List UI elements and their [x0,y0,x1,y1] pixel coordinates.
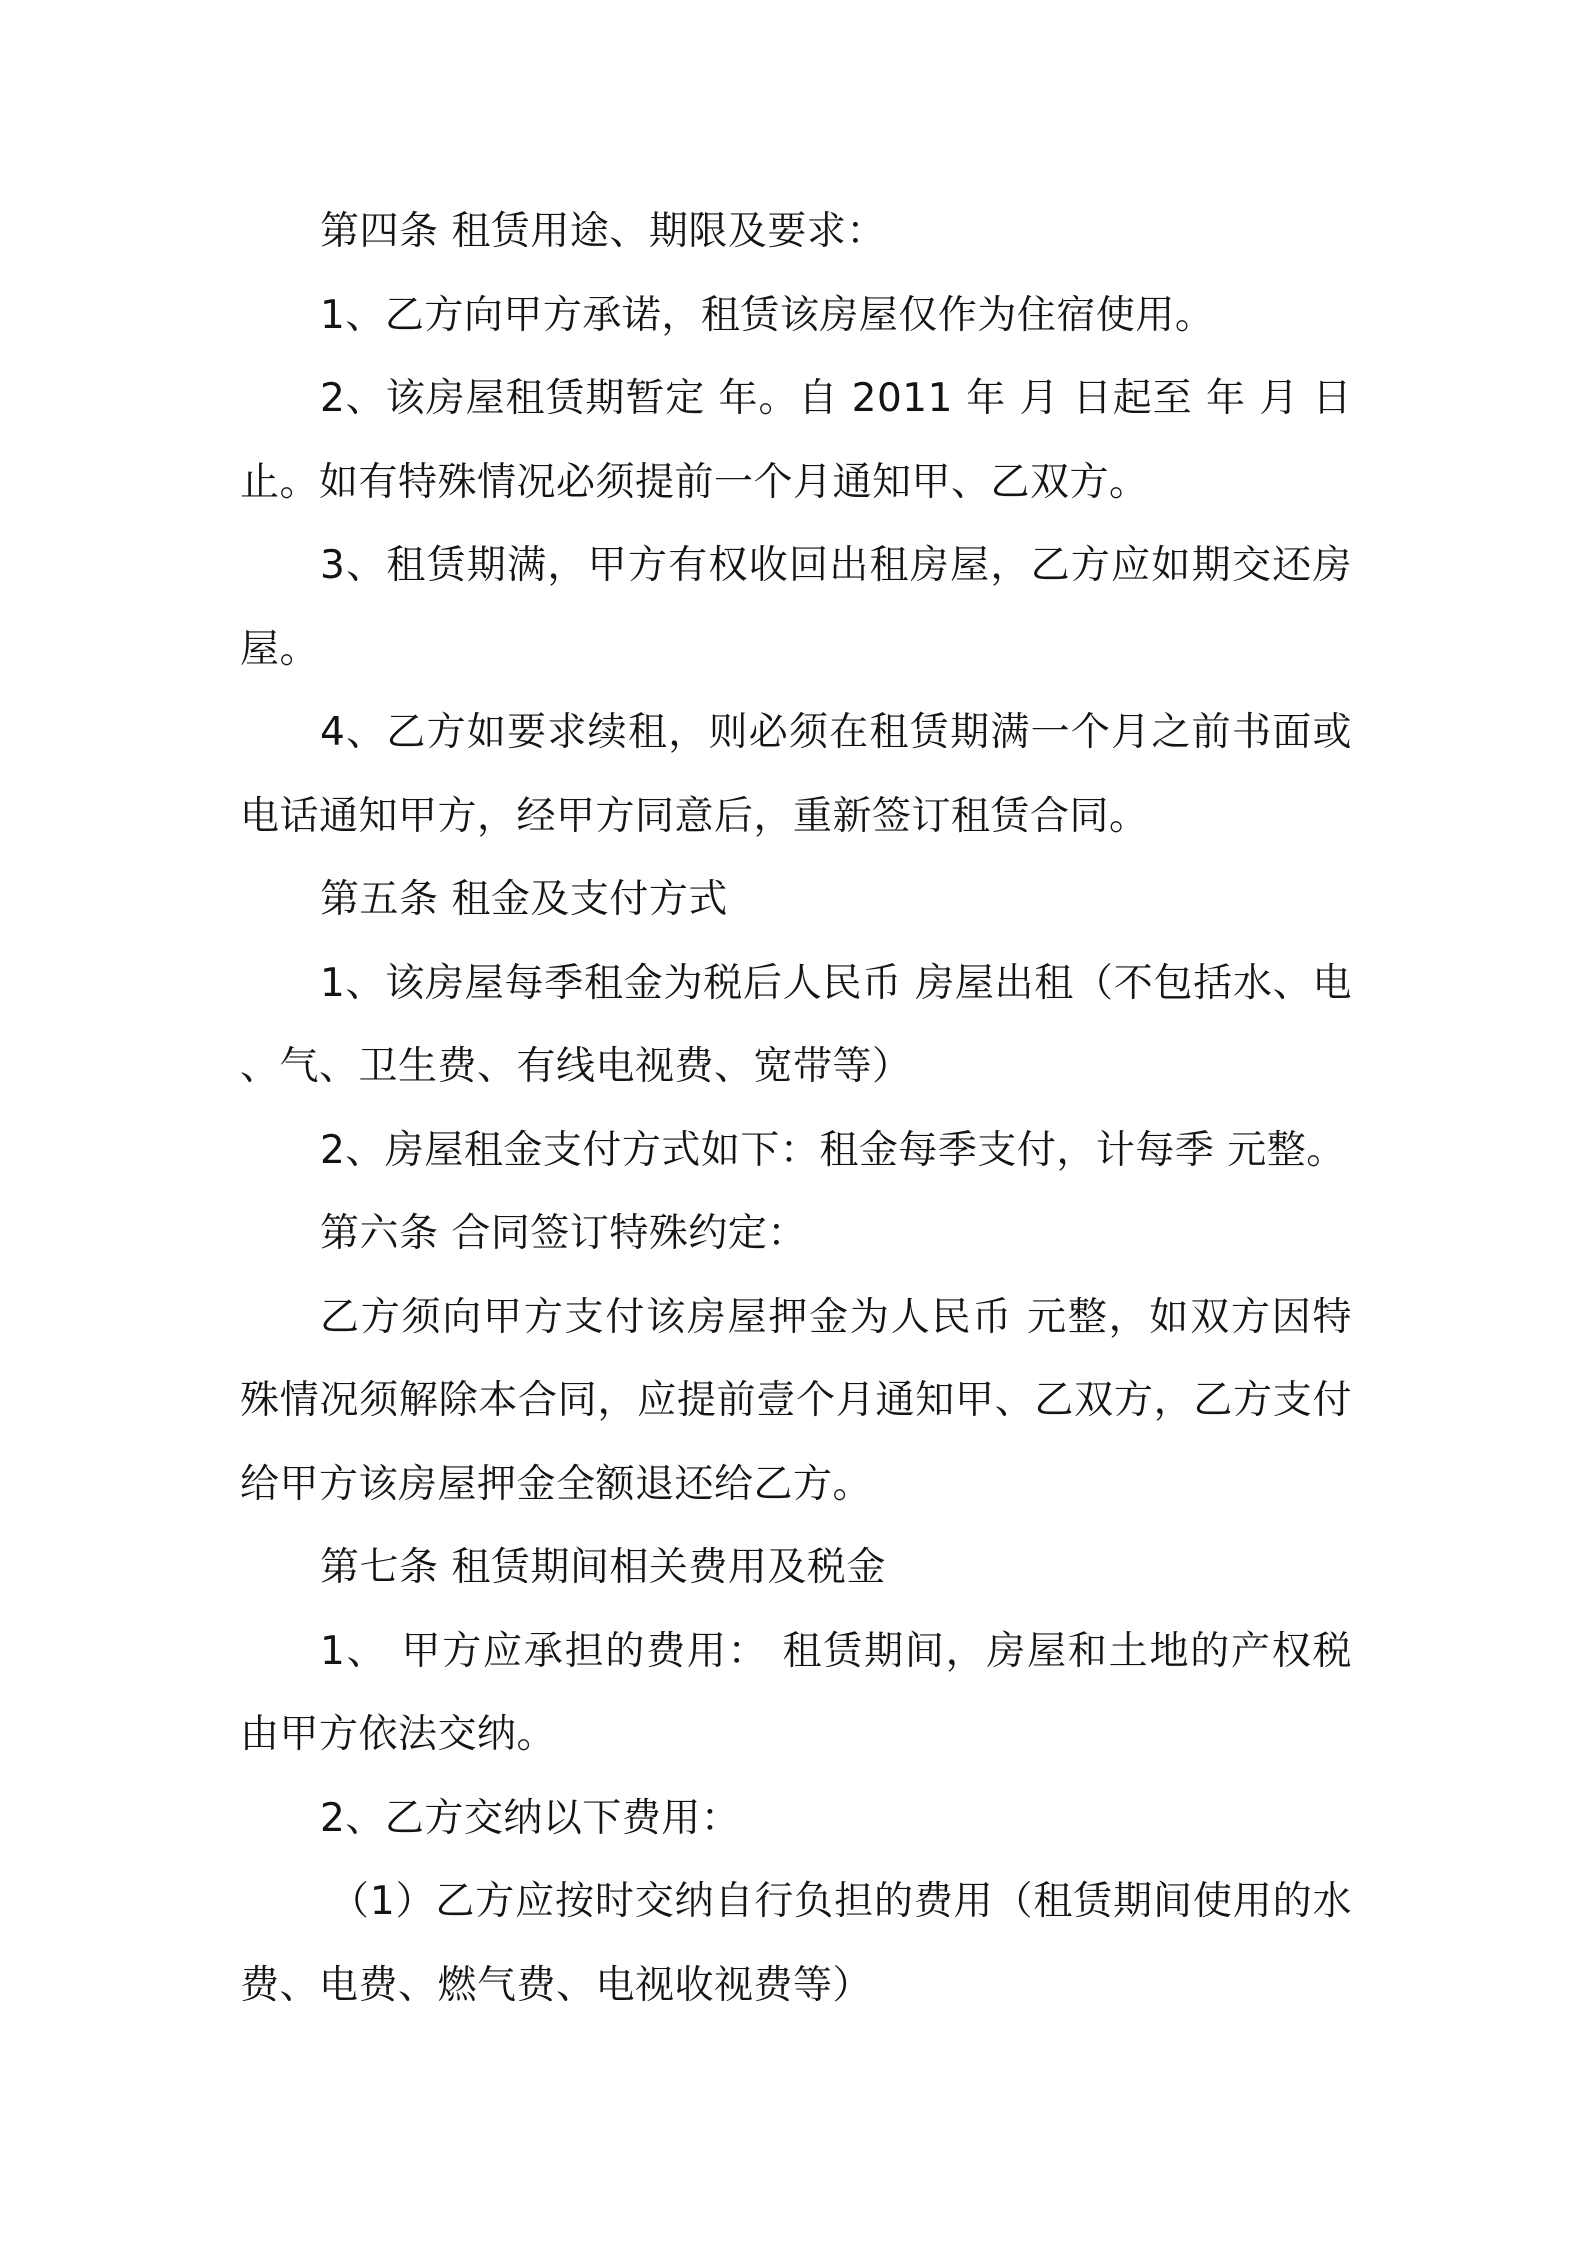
article-7-clause-2: 2、乙方交纳以下费用： [320,1795,741,1841]
article-4-clause-2: 2、该房屋租赁期暂定 年。自 2011 年 月 日起至 年 月 日止。如有特殊情况必须提前一个月通知甲、乙双方。 [240,376,1352,505]
article-6-body: 乙方须向甲方支付该房屋押金为人民币 元整，如双方因特殊情况须解除本合同，应提前壹个月通知甲、乙双方，乙方支付给甲方该房屋押金全额退还给乙方。 [240,1294,1352,1507]
article-6-heading: 第六条 合同签订特殊约定： [320,1211,807,1256]
article-7-heading: 第七条 租赁期间相关费用及税金 [320,1545,886,1590]
article-5-heading: 第五条 租金及支付方式 [320,877,728,922]
document-body [240,190,1352,2027]
article-4-clause-3: 3、租赁期满，甲方有权收回出租房屋，乙方应如期交还房屋。 [240,543,1352,672]
article-4-clause-4: 4、乙方如要求续租，则必须在租赁期满一个月之前书面或电话通知甲方，经甲方同意后，重新签订租赁合同。 [240,710,1352,839]
article-4-clause-1: 1、乙方向甲方承诺，租赁该房屋仅作为住宿使用。 [320,292,1215,338]
article-7-clause-1: 1、 甲方应承担的费用： 租赁期间，房屋和土地的产权税由甲方依法交纳。 [240,1628,1352,1757]
article-5-clause-2: 2、房屋租金支付方式如下：租金每季支付，计每季 元整。 [320,1127,1346,1173]
article-4-heading: 第四条 租赁用途、期限及要求： [320,209,886,254]
article-5-clause-1: 1、该房屋每季租金为税后人民币 房屋出租（不包括水、电、气、卫生费、有线电视费、宽带等） [240,960,1352,1089]
article-7-clause-2-item-1: （1）乙方应按时交纳自行负担的费用（租赁期间使用的水费、电费、燃气费、电视收视费等） [240,1879,1352,2008]
